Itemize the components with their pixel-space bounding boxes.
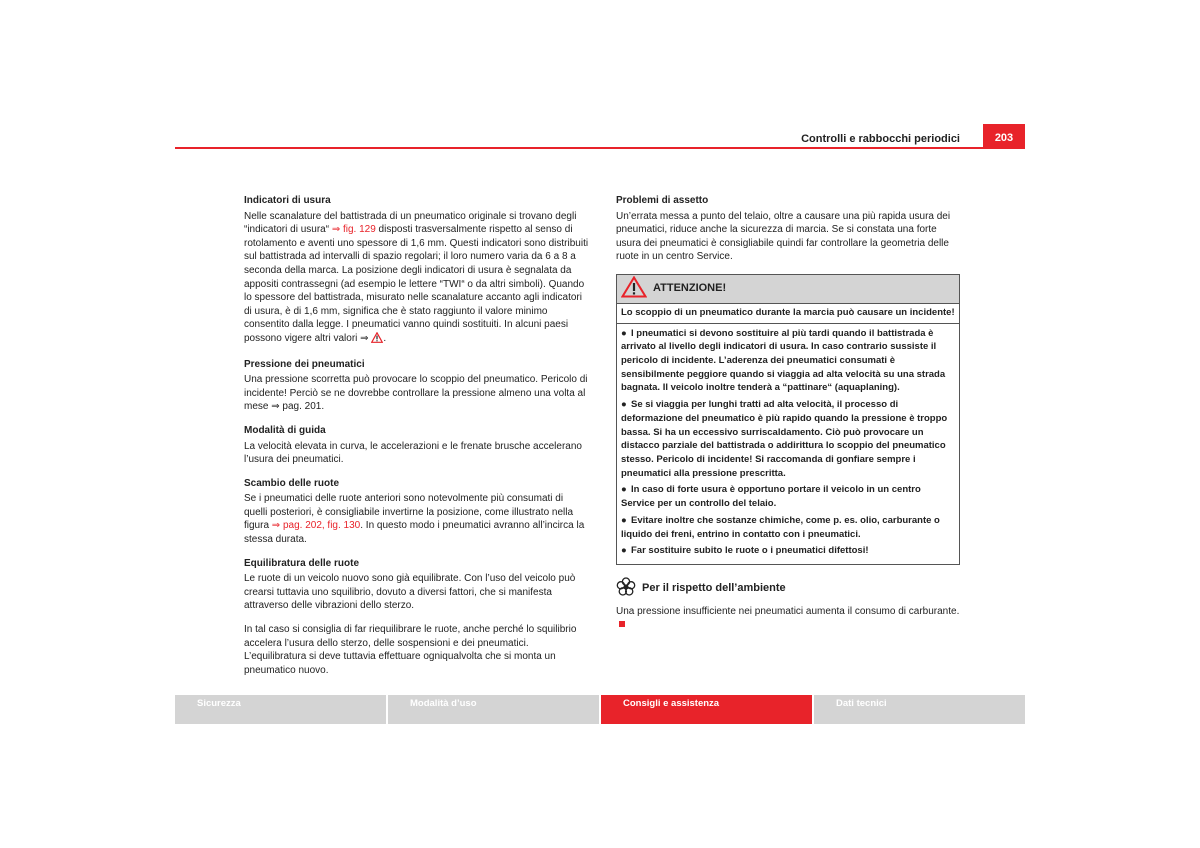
text-part: disposti trasversalmente rispetto al senso di rotolamento e aventi uno spessore di 1,6 mm. Questi indicatori sono distribuiti sul battistrada ad intervalli di spazio regolari; il loro numero varia da 6 a 8 a seconda della marca. La posizione degli indicatori di usura è segnalata da appositi contrassegni (ad esempio le lettere “TWI“ o da altri simboli). Quando lo spessore del battistrada, misurato nelle scanalature accanto agli indicatori di usura, è di 1,6 mm, significa che è stato raggiunto il valore minimo consentito dalla legge. I pneumatici vanno quindi sostituiti. In alcuni paesi possono vigere altri valori ⇒ — [244, 224, 589, 344]
warning-item-text: Far sostituire subito le ruote o i pneumatici difettosi! — [631, 545, 869, 557]
warning-item — [621, 544, 955, 558]
warning-item — [621, 514, 955, 541]
bullet-icon: ● — [621, 399, 627, 411]
warning-item — [621, 398, 955, 480]
section-text: Un’errata messa a punto del telaio, oltre a causare una più rapida usura dei pneumatici, riduce anche la sicurezza di marcia. Se si constata una forte usura dei pneumatici è consigliabile quindi far controllare la geometria delle ruote in un centro Service. — [616, 210, 951, 263]
section-title: Pressione dei pneumatici — [244, 358, 365, 370]
section-wheel-swap — [244, 477, 589, 547]
tab-modalita-uso[interactable]: Modalità d’uso — [388, 695, 599, 724]
figure-reference-link[interactable]: ⇒ fig. 129 — [331, 224, 376, 236]
right-column — [616, 194, 961, 642]
page-reference-link[interactable]: ⇒ pag. 202, fig. 130 — [271, 520, 361, 532]
bullet-icon: ● — [621, 514, 627, 526]
environment-header — [616, 577, 961, 602]
warning-item — [621, 483, 955, 510]
tab-dati-tecnici[interactable]: Dati tecnici — [814, 695, 1025, 724]
section-wheel-balancing — [244, 557, 589, 678]
section-title: Problemi di assetto — [616, 195, 709, 206]
environment-title: Per il rispetto dell’ambiente — [642, 582, 786, 595]
section-text: La velocità elevata in curva, le accelerazioni e le frenate brusche accelerano l’usura dei pneumatici. — [244, 440, 582, 466]
tab-sicurezza[interactable]: Sicurezza — [175, 695, 386, 724]
section-title: Indicatori di usura — [244, 195, 331, 206]
section-text: In tal caso si consiglia di far riequilibrare le ruote, anche perché lo squilibrio accelera l’usura dello sterzo, delle sospensioni e dei pneumatici. L’equilibratura si deve tuttavia effettuare ogniqualvolta che si monta un pneumatico nuovo. — [244, 624, 577, 676]
text-part: Una pressione insufficiente nei pneumatici aumenta il consumo di carburante. — [616, 605, 960, 617]
warning-item-text: Evitare inoltre che sostanze chimiche, come p. es. olio, carburante o liquido dei freni, entrino in contatto con i pneumatici. — [621, 514, 940, 540]
chapter-title: Controlli e rabbocchi periodici — [801, 133, 960, 145]
environment-note — [616, 577, 961, 632]
flower-icon — [616, 577, 636, 602]
warning-lead: Lo scoppio di un pneumatico durante la marcia può causare un incidente! — [617, 306, 959, 324]
warning-label: ATTENZIONE! — [653, 282, 727, 295]
section-text: Una pressione scorretta può provocare lo scoppio del pneumatico. Pericolo di incidente! Perciò se ne dovrebbe controllare la pressione almeno una volta al mese ⇒ pag. 201. — [244, 374, 588, 413]
section-text: Le ruote di un veicolo nuovo sono già equilibrate. Con l’uso del veicolo può crearsi tuttavia uno squilibrio, dovuto a diversi fattori, che si manifesta attraverso delle vibrazioni dello sterzo. — [244, 573, 576, 612]
warning-triangle-icon — [371, 332, 383, 348]
warning-item — [621, 327, 955, 396]
header-rule — [175, 147, 983, 149]
environment-text — [616, 605, 961, 632]
warning-item-text: Se si viaggia per lunghi tratti ad alta velocità, il processo di deformazione del pneumatico è più rapido quando la pressione è troppo bassa. Si ha un eccessivo surriscaldamento. Ciò può provocare un distacco parziale del battistrada o addirittura lo scoppio del pneumatico stesso. Pericolo di incidente! Si raccomanda di gonfiare sempre i pneumatici alla pressione prescritta. — [621, 399, 948, 479]
warning-item-text: I pneumatici si devono sostituire al più tardi quando il battistrada è arrivato al livello degli indicatori di usura. In caso contrario sussiste il pericolo di incidente. L’aderenza dei pneumatici consumati è sensibilmente peggiore quando si viaggia ad alta velocità su una strada bagnata. Il veicolo inoltre tenderà a “pattinare“ (aquaplaning). — [621, 327, 946, 394]
section-title: Modalità di guida — [244, 424, 326, 436]
bullet-icon: ● — [621, 484, 627, 496]
section-wear-indicators — [244, 194, 589, 348]
section-tire-pressure — [244, 358, 589, 414]
section-title: Equilibratura delle ruote — [244, 557, 360, 569]
left-column — [244, 194, 589, 687]
warning-header — [617, 275, 959, 304]
end-of-section-mark — [619, 621, 625, 627]
bullet-icon: ● — [621, 327, 627, 339]
section-text — [244, 492, 589, 546]
warning-triangle-icon — [621, 276, 647, 303]
warning-item-text: In caso di forte usura è opportuno portare il veicolo in un centro Service per un controllo del telaio. — [621, 484, 921, 510]
bullet-icon: ● — [621, 545, 627, 557]
page-number: 203 — [983, 124, 1025, 149]
section-title: Scambio delle ruote — [244, 477, 340, 489]
warning-box — [616, 274, 960, 565]
footer-nav — [175, 695, 1025, 724]
tab-consigli-assistenza[interactable]: Consigli e assistenza — [601, 695, 812, 724]
text-part: Nelle scanalature del battistrada di un pneumatico originale si trovano degli “indicatori di usura“ — [244, 210, 577, 236]
section-alignment — [616, 194, 961, 264]
warning-body — [617, 304, 959, 564]
section-text — [244, 210, 589, 348]
section-driving-style — [244, 424, 589, 467]
text-part: Se i pneumatici delle ruote anteriori sono notevolmente più consumati di quelli posteriori, è consigliabile invertirne la posizione, come illustrato nella figura — [244, 493, 574, 532]
text-part: . In questo modo i pneumatici avranno all’incirca la stessa durata. — [244, 520, 585, 546]
text-part: . — [383, 332, 387, 344]
